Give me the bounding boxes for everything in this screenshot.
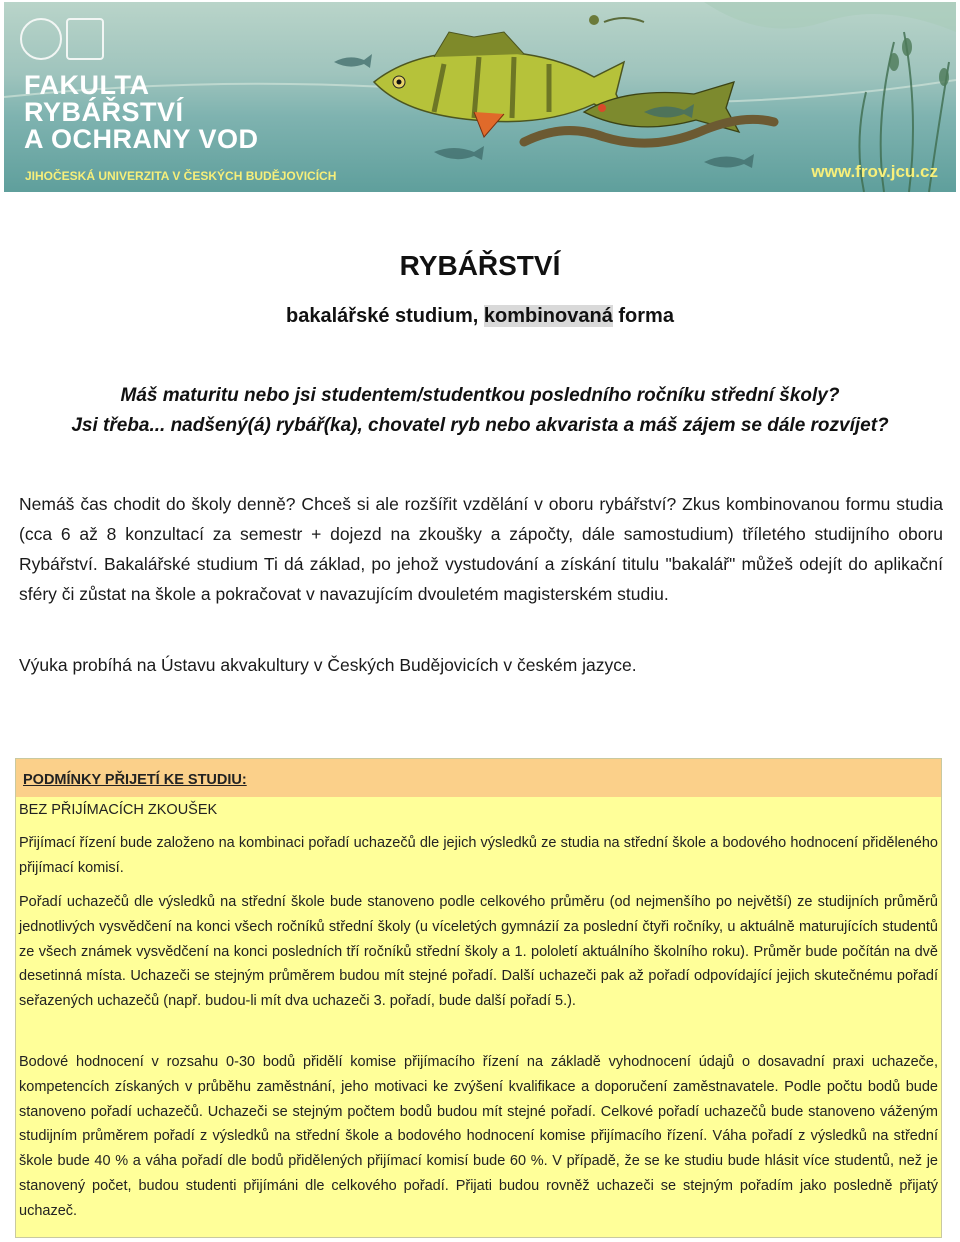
- intro-questions: [0, 381, 960, 441]
- page-title: RYBÁŘSTVÍ: [399, 250, 561, 281]
- faculty-logo: [20, 18, 104, 64]
- admission-paragraph: Pořadí uchazečů dle výsledků na střední škole bude stanoveno podle celkového průměru (od nejmenšího po největší) ze studijních průměrů jednotlivých vysvědčení na konci všech ročníků střední školy (u víceletých gymnázií za poslední čtyři ročníky, u aktuálně maturujících studentů ze všech známek vysvědčení na konci posledních tří ročníků střední školy a 1. pololetí aktuálního školního roku). Průměr bude počítán na dvě desetinná místa. Uchazeči se stejným průměrem budou mít stejné pořadí. Další uchazeči pak až pořadí odpovídající jejich skutečnému pořadí seřazených uchazečů (např. budou-li mít dva uchazeči 3. pořadí, bude další pořadí 5.).: [19, 894, 938, 1010]
- university-name: JIHOČESKÁ UNIVERZITA V ČESKÝCH BUDĚJOVICÍCH: [25, 169, 337, 183]
- admission-conditions-box: [15, 758, 942, 1238]
- faculty-name: [24, 72, 259, 153]
- faculty-name-line: RYBÁŘSTVÍ: [24, 97, 184, 127]
- admission-header: [16, 759, 941, 797]
- admission-paragraph: Bodové hodnocení v rozsahu 0-30 bodů přidělí komise přijímacího řízení na základě vyhodnocení údajů o dosavadní praxi uchazeče, kompetencích získaných v průběhu zaměstnání, jeho motivaci ke zvýšení kvalifikace a doporučení zaměstnavatele. Podle počtu bodů bude stanoveno pořadí uchazečů. Uchazeči se stejným počtem bodů budou mít stejné pořadí. Celkové pořadí uchazečů bude stanoveno váženým studijním průměrem pořadí z výsledků na střední škole a bodového hodnocení komise přijímacího řízení. Váha pořadí z výsledků na střední škole bude 40 % a váha pořadí dle bodů přidělených přijímací komisí bude 60 %. V případě, že se ke studiu bude hlásit více studentů, než je stanovený počet, budou studenti přijímáni dle celkového pořadí. Přijati budou rovněž uchazeči se stejným pořadím jako posledně přijatý uchazeč.: [19, 1054, 938, 1219]
- study-description: Nemáš čas chodit do školy denně? Chceš si ale rozšířit vzdělání v oboru rybářství? Zkus kombinovanou formu studia (cca 6 až 8 konzultací za semestr + dojezd na zkoušky a zápočty, dále samostudium) tříletého studijního oboru Rybářství. Bakalářské studium Ti dá základ, po jehož vystudování a získání titulu "bakalář" můžeš odejít do aplikační sféry či zůstat na škole a pokračovat v navazujícím dvouletém magisterském studiu.: [19, 494, 943, 604]
- teaching-location: Výuka probíhá na Ústavu akvakultury v Českých Budějovicích v českém jazyce.: [19, 655, 637, 675]
- faculty-fish-logo-icon: [66, 18, 104, 60]
- subtitle-text-end: forma: [612, 305, 674, 327]
- faculty-name-line: A OCHRANY VOD: [24, 124, 259, 154]
- intro-line: Máš maturitu nebo jsi studentem/studentkou posledního ročníku střední školy?: [120, 385, 840, 406]
- admission-subtitle: BEZ PŘIJÍMACÍCH ZKOUŠEK: [19, 802, 218, 818]
- subtitle-highlight: kombinovaná: [483, 305, 613, 327]
- subtitle-text: bakalářské studium,: [286, 305, 484, 327]
- admission-paragraph: Přijímací řízení bude založeno na kombinaci pořadí uchazečů dle jejich výsledků ze studia na střední škole a bodového hodnocení přiděleného přijímací komisí.: [19, 835, 938, 876]
- intro-line: Jsi třeba... nadšený(á) rybář(ka), chovatel ryb nebo akvarista a máš zájem se dále rozvíjet?: [71, 415, 889, 436]
- admission-title: PODMÍNKY PŘIJETÍ KE STUDIU:: [23, 772, 247, 788]
- faculty-website-link[interactable]: www.frov.jcu.cz: [811, 162, 938, 181]
- perch-fish: [374, 32, 629, 137]
- faculty-name-line: FAKULTA: [24, 70, 150, 100]
- faculty-banner: [4, 2, 956, 192]
- university-seal-icon: [20, 18, 62, 60]
- page-subtitle: [0, 305, 960, 328]
